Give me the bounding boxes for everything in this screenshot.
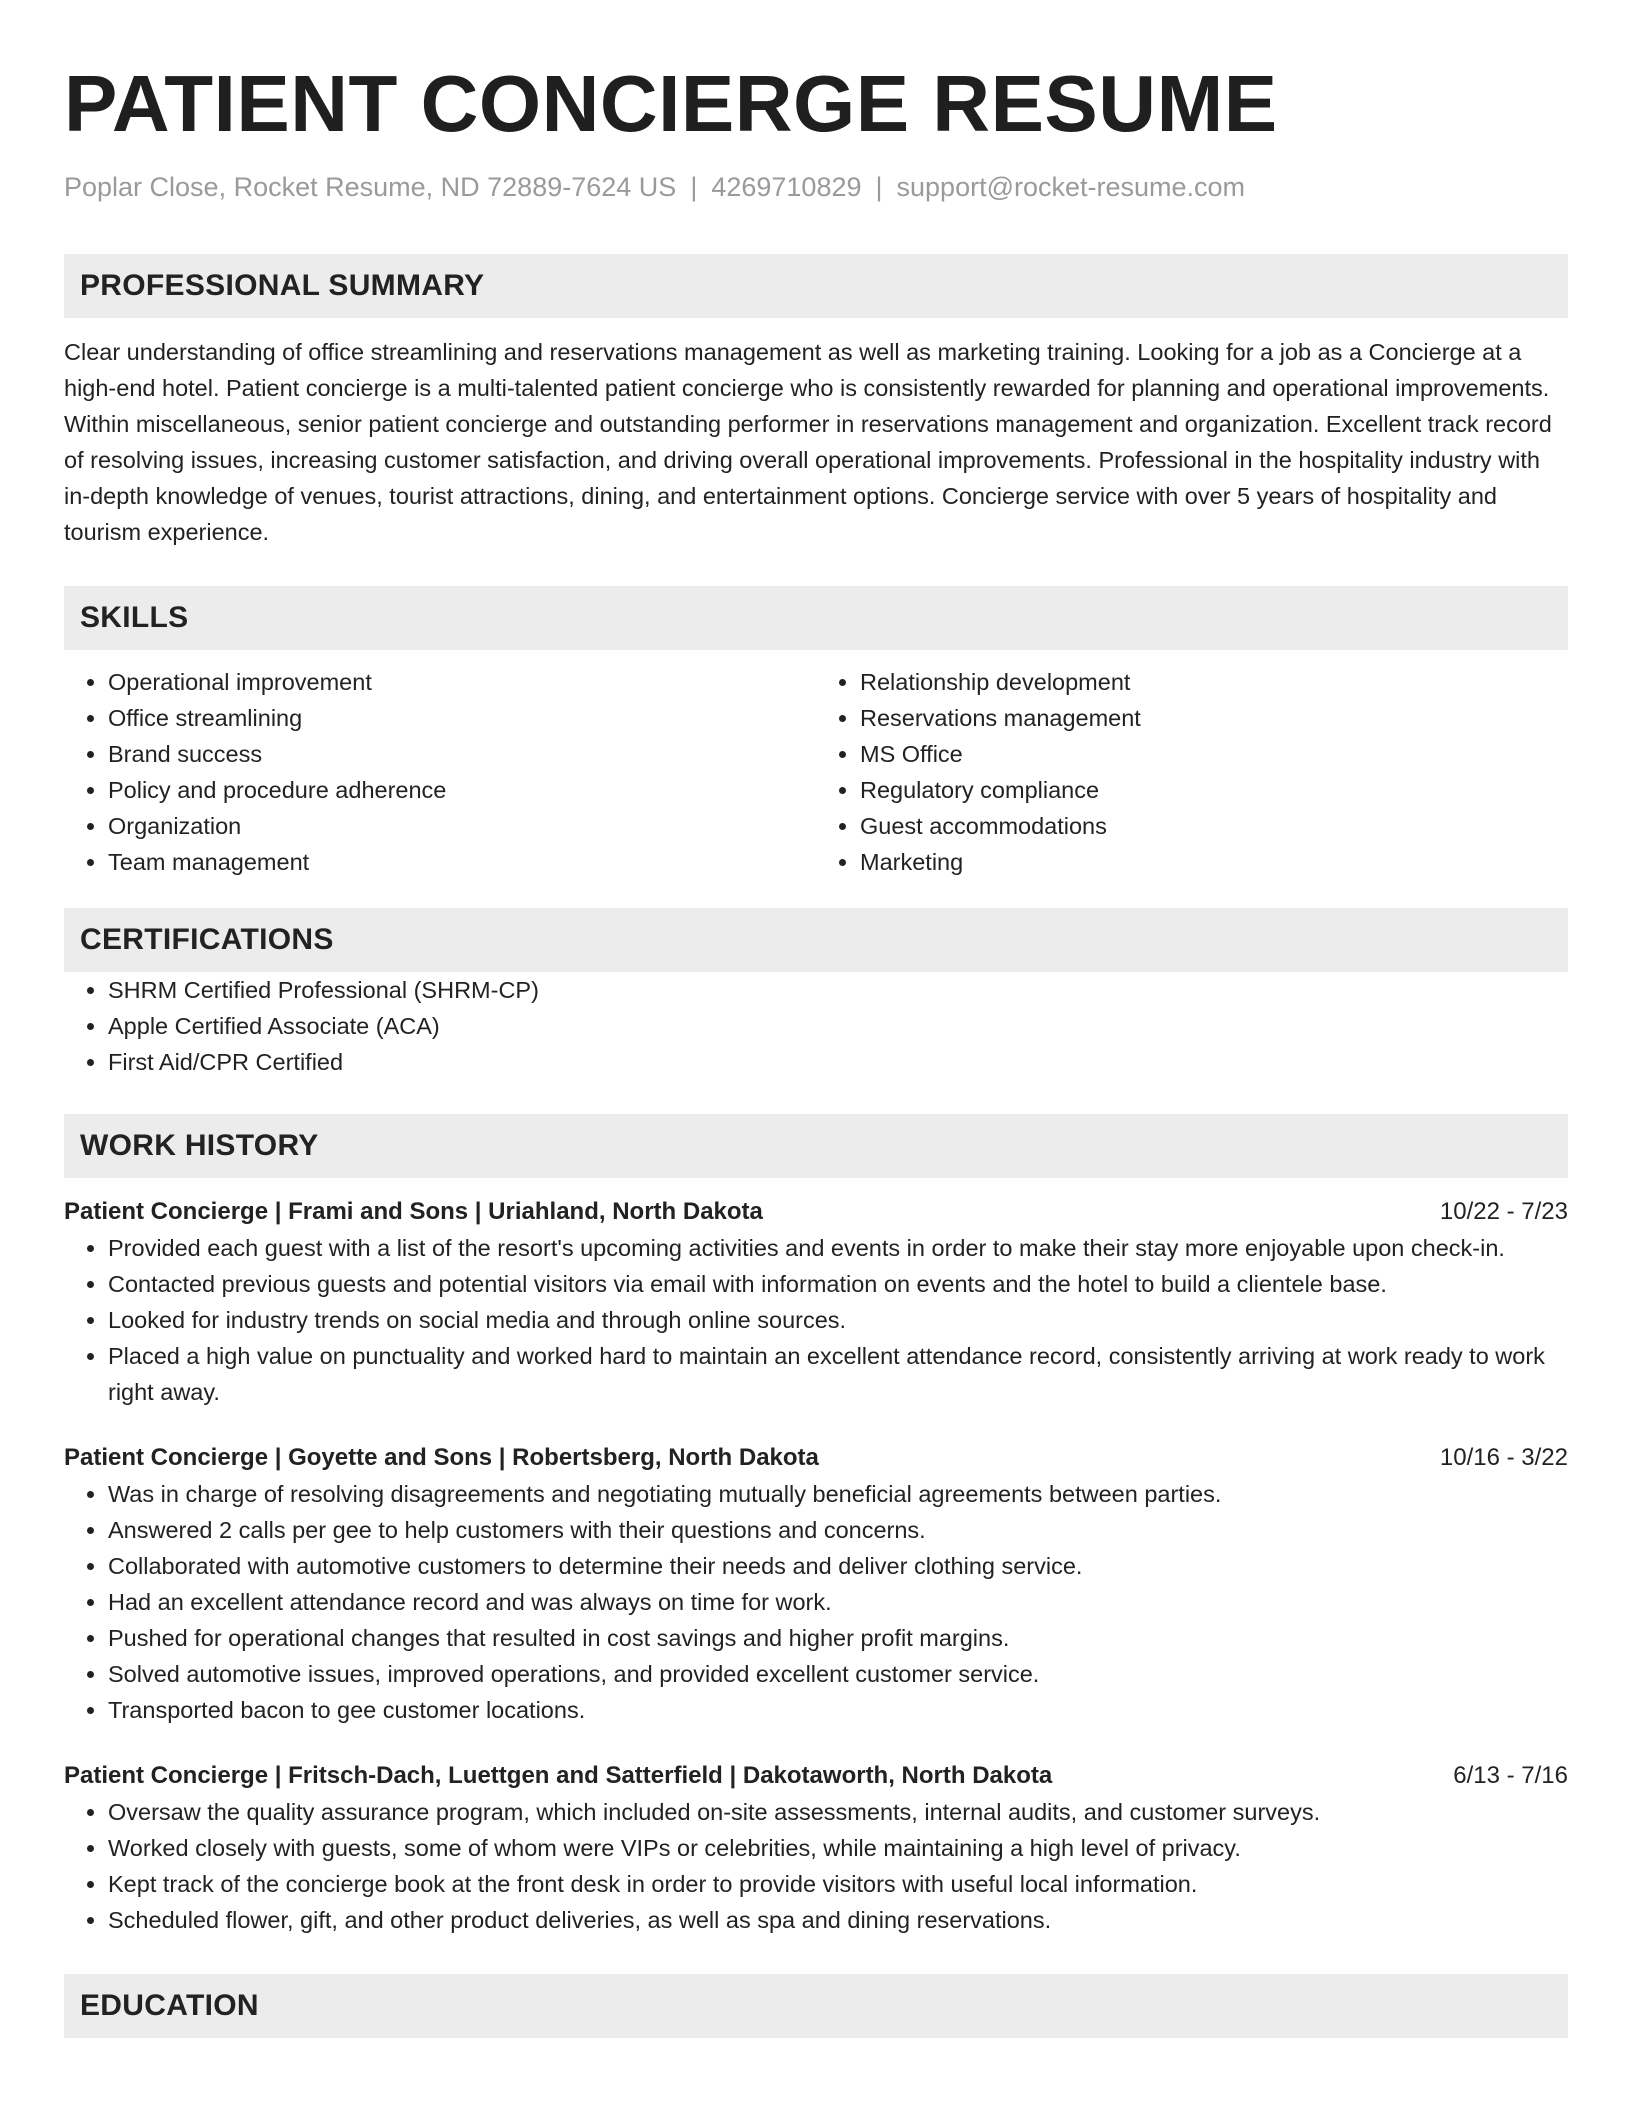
job-entry [64, 1440, 1568, 1728]
job-heading-row [64, 1440, 1568, 1476]
skill-item: • Organization [108, 808, 816, 844]
skill-item: • Guest accommodations [860, 808, 1568, 844]
job-title: Patient Concierge | Goyette and Sons | Robertsberg, North Dakota [64, 1444, 819, 1471]
job-entry [64, 1194, 1568, 1410]
job-dates: 6/13 - 7/16 [1453, 1762, 1568, 1789]
contact-email: support@rocket-resume.com [896, 172, 1246, 202]
resume-page [64, 0, 1568, 2038]
section-header-education: EDUCATION [64, 1974, 1568, 2038]
job-bullet: • Answered 2 calls per gee to help customers with their questions and concerns. [108, 1512, 1568, 1548]
job-bullet: • Worked closely with guests, some of whom were VIPs or celebrities, while maintaining a high level of privacy. [108, 1830, 1568, 1866]
contact-address: Poplar Close, Rocket Resume, ND 72889-7624 US [64, 172, 677, 202]
job-dates: 10/16 - 3/22 [1439, 1444, 1568, 1471]
job-bullet: • Scheduled flower, gift, and other product deliveries, as well as spa and dining reservations. [108, 1902, 1568, 1938]
certification-item: • First Aid/CPR Certified [108, 1044, 1568, 1080]
job-heading-row [64, 1758, 1568, 1794]
job-bullet: • Kept track of the concierge book at the front desk in order to provide visitors with useful local information. [108, 1866, 1568, 1902]
job-title: Patient Concierge | Frami and Sons | Uriahland, North Dakota [64, 1198, 763, 1225]
job-bullet: • Had an excellent attendance record and was always on time for work. [108, 1584, 1568, 1620]
contact-phone: 4269710829 [711, 172, 862, 202]
skill-item: • Operational improvement [108, 664, 816, 700]
skill-item: • MS Office [860, 736, 1568, 772]
skill-item: • Brand success [108, 736, 816, 772]
job-bullet: • Pushed for operational changes that resulted in cost savings and higher profit margins. [108, 1620, 1568, 1656]
section-header-summary: PROFESSIONAL SUMMARY [64, 254, 1568, 318]
skill-item: • Office streamlining [108, 700, 816, 736]
job-bullet: • Contacted previous guests and potential visitors via email with information on events and the hotel to build a clientele base. [108, 1266, 1568, 1302]
skill-item: • Team management [108, 844, 816, 880]
contact-separator: | [690, 172, 698, 202]
skill-item: • Relationship development [860, 664, 1568, 700]
section-header-skills: SKILLS [64, 586, 1568, 650]
job-bullet: • Transported bacon to gee customer locations. [108, 1692, 1568, 1728]
job-bullet: • Oversaw the quality assurance program, which included on-site assessments, internal audits, and customer surveys. [108, 1794, 1568, 1830]
skills-list-right [816, 664, 1568, 880]
contact-separator: | [875, 172, 883, 202]
job-bullet: • Solved automotive issues, improved operations, and provided excellent customer service. [108, 1656, 1568, 1692]
job-bullet-list [64, 1476, 1568, 1728]
job-bullet: • Collaborated with automotive customers to determine their needs and deliver clothing service. [108, 1548, 1568, 1584]
resume-title: PATIENT CONCIERGE RESUME [64, 59, 1278, 148]
skill-item: • Regulatory compliance [860, 772, 1568, 808]
skills-columns [64, 664, 1568, 880]
job-bullet-list [64, 1230, 1568, 1410]
certification-item: • Apple Certified Associate (ACA) [108, 1008, 1568, 1044]
section-header-certifications: CERTIFICATIONS [64, 908, 1568, 972]
skill-item: • Marketing [860, 844, 1568, 880]
job-bullet: • Was in charge of resolving disagreements and negotiating mutually beneficial agreements between parties. [108, 1476, 1568, 1512]
skill-item: • Policy and procedure adherence [108, 772, 816, 808]
job-bullet-list [64, 1794, 1568, 1938]
skill-item: • Reservations management [860, 700, 1568, 736]
job-bullet: • Looked for industry trends on social media and through online sources. [108, 1302, 1568, 1338]
job-heading-row [64, 1194, 1568, 1230]
job-dates: 10/22 - 7/23 [1439, 1198, 1568, 1225]
job-bullet: • Provided each guest with a list of the resort's upcoming activities and events in order to make their stay more enjoyable upon check-in. [108, 1230, 1568, 1266]
summary-text: Clear understanding of office streamlining and reservations management as well as marketing training. Looking for a job as a Concierge at a high-end hotel. Patient concierge is a multi-talented patient concierge who is consistently rewarded for planning and operational improvements. Within miscellaneous, senior patient concierge and outstanding performer in reservations management and organization. Excellent track record of resolving issues, increasing customer satisfaction, and driving overall operational improvements. Professional in the hospitality industry with in-depth knowledge of venues, tourist attractions, dining, and entertainment options. Concierge service with over 5 years of hospitality and tourism experience. [64, 339, 1552, 545]
contact-line [64, 170, 1568, 204]
job-bullet: • Placed a high value on punctuality and worked hard to maintain an excellent attendance record, consistently arriving at work ready to work right away. [108, 1338, 1568, 1410]
certification-item: • SHRM Certified Professional (SHRM-CP) [108, 972, 1568, 1008]
job-entry [64, 1758, 1568, 1938]
section-header-work-history: WORK HISTORY [64, 1114, 1568, 1178]
certifications-list [64, 972, 1568, 1080]
skills-list-left [64, 664, 816, 880]
job-title: Patient Concierge | Fritsch-Dach, Luettgen and Satterfield | Dakotaworth, North Dakota [64, 1762, 1053, 1789]
